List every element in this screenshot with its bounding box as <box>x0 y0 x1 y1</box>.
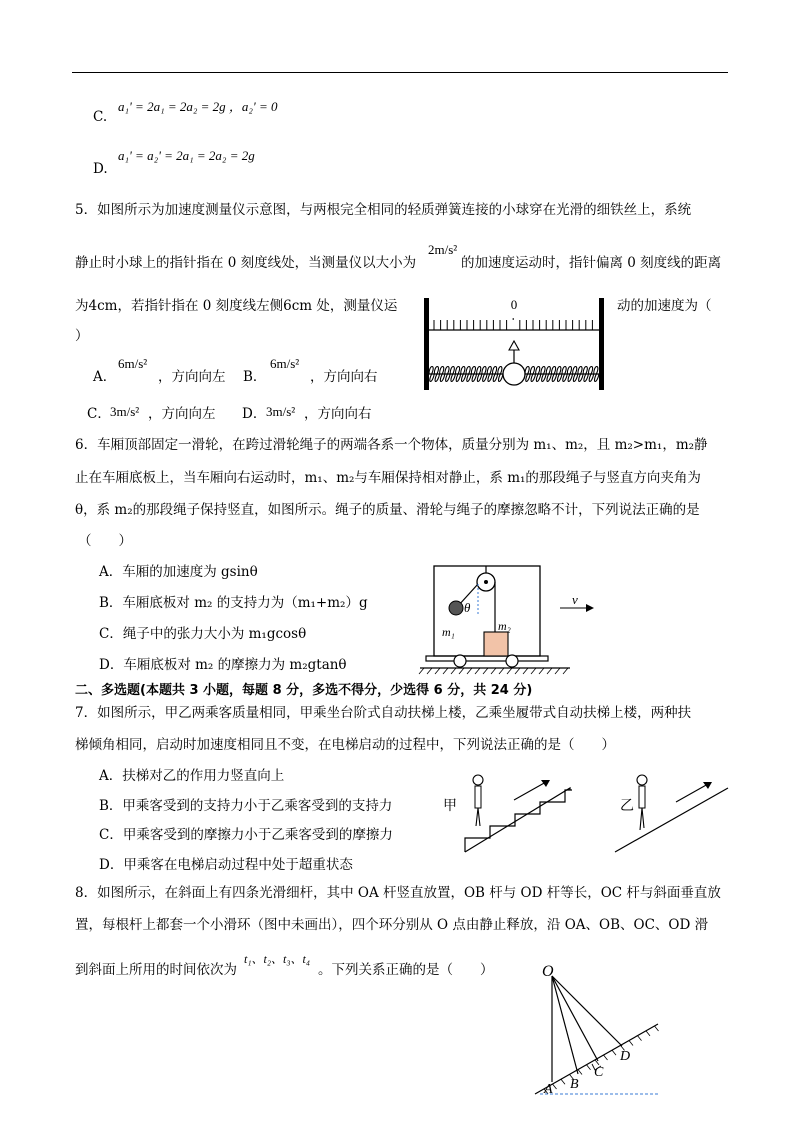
ground-hatch <box>523 668 528 674</box>
q5-option-b-value: 6m/s² <box>270 356 300 371</box>
right-spring <box>525 367 599 382</box>
q7-option-d: D．甲乘客在电梯启动过程中处于超重状态 <box>99 857 353 873</box>
label-a: A <box>544 1082 553 1097</box>
q5-line-4: ） <box>75 328 89 344</box>
q8-line-3a: 到斜面上所用的时间依次为 <box>75 962 237 978</box>
label-jia: 甲 <box>443 799 457 814</box>
ground-hatch <box>491 668 496 674</box>
ground-hatch <box>555 668 560 674</box>
q5-option-c-direction: ，方向向左 <box>148 406 216 422</box>
ground-hatch <box>539 668 544 674</box>
q6-option-c: C．绳子中的张力大小为 m₁gcosθ <box>99 626 307 642</box>
q5-line-3b: 动的加速度为（ <box>617 298 712 314</box>
incline-hatch <box>655 1026 659 1031</box>
scale-zero-label: 0 <box>510 297 518 312</box>
theta-label: θ <box>464 600 471 615</box>
q6-line-2: 止在车厢底板上，当车厢向右运动时，m₁、m₂与车厢保持相对静止，系 m₁的那段绳子与竖直方向夹角为 <box>75 470 701 486</box>
ground-hatch <box>451 668 456 674</box>
prev-option-d-label: D. <box>93 161 108 177</box>
q8-times: t₁、t₂、t₃、t₄ <box>244 952 311 966</box>
incline-hatch <box>604 1055 608 1060</box>
q7-option-a: A．扶梯对乙的作用力竖直向上 <box>99 768 285 784</box>
ground-hatch <box>419 668 424 674</box>
prev-option-d-formula: a₁' = a₂' = 2a₁ = 2a₂ = 2g <box>118 148 255 163</box>
ground-hatch <box>515 668 520 674</box>
ground-hatch <box>483 668 488 674</box>
prev-option-c-label: C. <box>93 109 108 125</box>
mass-m1 <box>449 601 463 615</box>
rod-ob <box>552 976 578 1074</box>
left-spring <box>429 367 503 382</box>
rod-od <box>552 976 622 1046</box>
incline-hatch <box>553 1084 557 1089</box>
incline-hatch <box>629 1041 633 1046</box>
ground-hatch <box>427 668 432 674</box>
velocity-arrow-icon <box>586 604 594 612</box>
section-2-heading: 二、多选题(本题共 3 小题，每题 8 分，多选不得分，少选得 6 分，共 24 分) <box>75 683 533 698</box>
q5-option-a-label: A． <box>93 369 117 385</box>
q5-option-b-direction: ，方向向右 <box>310 369 378 385</box>
ground-hatch <box>459 668 464 674</box>
velocity-label: v <box>572 592 578 607</box>
incline-hatch <box>587 1065 591 1070</box>
ground-hatch <box>563 668 568 674</box>
q7-line-1: 7．如图所示，甲乙两乘客质量相同，甲乘坐台阶式自动扶梯上楼，乙乘坐履带式自动扶梯上楼，两种扶 <box>75 705 692 721</box>
incline-hatch <box>561 1079 565 1084</box>
q5-option-d-label: D． <box>242 406 267 422</box>
label-o: O <box>542 963 554 980</box>
q6-option-d: D．车厢底板对 m₂ 的摩擦力为 m₂gtanθ <box>99 657 347 673</box>
ground-hatch <box>435 668 440 674</box>
q6-train-car-figure <box>420 562 610 674</box>
q8-line-3b: 。下列关系正确的是（ ） <box>318 962 494 978</box>
person-yi-head <box>637 775 647 785</box>
m1-label: m₁ <box>442 625 455 639</box>
ground-hatch <box>475 668 480 674</box>
q6-line-4: （ ） <box>78 533 132 549</box>
wheel-right <box>506 655 518 667</box>
label-d: D <box>620 1049 631 1064</box>
q7-escalator-figure <box>440 770 730 858</box>
q5-option-d-direction: ，方向向右 <box>304 406 372 422</box>
q7-option-b: B．甲乘客受到的支持力小于乙乘客受到的支持力 <box>99 798 393 814</box>
ground-hatch <box>443 668 448 674</box>
q7-option-c: C．甲乘客受到的摩擦力小于乙乘客受到的摩擦力 <box>99 827 393 843</box>
prev-option-c-formula: a₁' = 2a₁ = 2a₂ = 2g ，a₂' = 0 <box>118 99 278 114</box>
q5-option-b-label: B． <box>243 369 267 385</box>
wheel-left <box>454 655 466 667</box>
q5-option-c-value: 3m/s² <box>110 404 140 419</box>
q5-option-d-value: 3m/s² <box>266 404 296 419</box>
q6-line-3: θ，系 m₂的那段绳子保持竖直，如图所示。绳子的质量、滑轮与绳子的摩擦忽略不计，下列说法正确的是 <box>75 502 700 518</box>
q5-option-a-direction: ，方向向左 <box>158 369 226 385</box>
person-jia-head <box>473 775 483 785</box>
incline-hatch <box>578 1070 582 1075</box>
label-b: B <box>570 1077 579 1092</box>
q5-option-a-value: 6m/s² <box>118 356 148 371</box>
q5-line-2b: 的加速度运动时，指针偏离 0 刻度线的距离 <box>461 255 722 271</box>
incline-hatch <box>612 1050 616 1055</box>
q8-line-1: 8．如图所示，在斜面上有四条光滑细杆，其中 OA 杆竖直放置，OB 杆与 OD 杆等长，OC 杆与斜面垂直放 <box>75 885 721 901</box>
label-yi: 乙 <box>620 799 634 814</box>
q5-line-2-unit: 2m/s² <box>428 242 458 257</box>
header-rule <box>72 72 728 73</box>
ball <box>503 363 525 385</box>
q6-option-a: A．车厢的加速度为 gsinθ <box>99 564 258 580</box>
m2-label: m₂ <box>498 619 511 633</box>
label-c: C <box>594 1065 604 1080</box>
q8-incline-figure <box>530 962 670 1102</box>
block-m2 <box>484 632 508 656</box>
incline-hatch <box>638 1036 642 1041</box>
q5-line-3a: 为4cm，若指针指在 0 刻度线左侧6cm 处，测量仪运 <box>75 298 398 314</box>
q6-line-1: 6．车厢顶部固定一滑轮，在跨过滑轮绳子的两端各系一个物体，质量分别为 m₁、m₂，且 m₂>m₁，m₂静 <box>75 437 708 453</box>
ground-hatch <box>547 668 552 674</box>
ground-hatch <box>531 668 536 674</box>
incline-hatch <box>646 1031 650 1036</box>
q8-line-2: 置，每根杆上都套一个小滑环（图中未画出），四个环分别从 O 点由静止释放，沿 OA、OB、OC、OD 滑 <box>75 917 709 933</box>
ground-hatch <box>467 668 472 674</box>
q5-option-c-label: C． <box>87 406 111 422</box>
pointer-arrow-icon <box>509 341 519 350</box>
q5-accelerometer-figure <box>418 292 610 392</box>
q7-line-2: 梯倾角相同，启动时加速度相同且不变，在电梯启动的过程中，下列说法正确的是（ ） <box>75 737 615 753</box>
q5-line-2a: 静止时小球上的指针指在 0 刻度线处，当测量仪以大小为 <box>75 255 417 271</box>
q6-option-b: B．车厢底板对 m₂ 的支持力为（m₁+m₂）g <box>99 595 368 611</box>
ground-hatch <box>499 668 504 674</box>
rod-oc <box>552 976 598 1061</box>
q5-line-1: 5．如图所示为加速度测量仪示意图，与两根完全相同的轻质弹簧连接的小球穿在光滑的细铁丝上，系统 <box>75 202 692 218</box>
scale-ticks <box>434 318 592 330</box>
ground-hatch <box>507 668 512 674</box>
